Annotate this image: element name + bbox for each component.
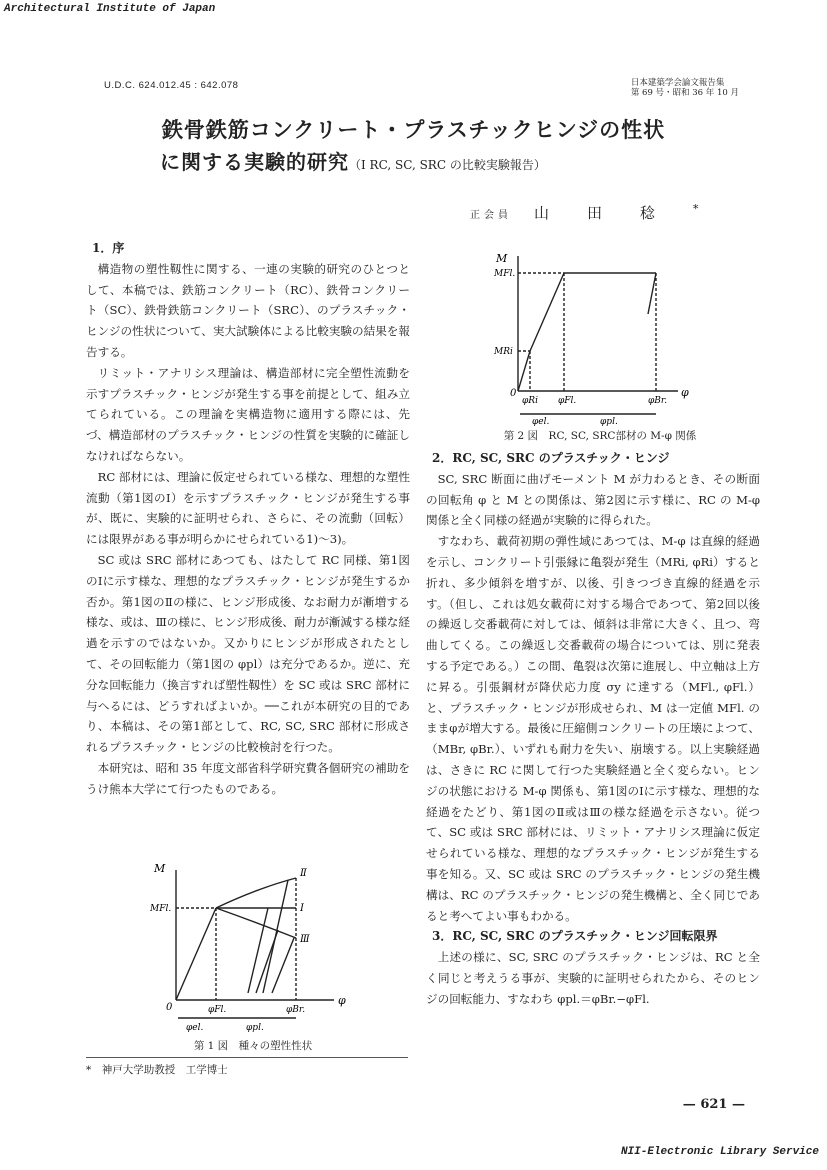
fig1-curve-iii: [216, 908, 296, 938]
fig2-label-phi-fl: φFl.: [558, 396, 577, 406]
paragraph: SC, SRC 断面に曲げモーメント M が力わるとき、その断面の回転角 φ と M との関係は、第2図に示す様に、RC の M-φ 関係と全く同様の経過が実験的に得られた。: [426, 471, 760, 528]
journal-info: [631, 78, 739, 98]
author-mark: *: [693, 202, 699, 216]
archive-footer: NII-Electronic Library Service: [620, 1146, 819, 1158]
paragraph: 構造物の塑性靱性に関する、一連の実験的研究のひとつとして、本稿では、鉄筋コンクリート（RC）、鉄骨コンクリート（SC）、鉄骨鉄筋コンクリート（SRC）、のプラスチック・ヒンジの性状について、実大試験体による比較実験の結果を報告する。: [86, 261, 410, 359]
title-main: に関する実験的研究: [160, 150, 349, 174]
author-name: 山田稔: [534, 204, 694, 222]
fig2-label-phi: φ: [681, 386, 689, 399]
fig1-label-mfl: MFl.: [150, 904, 172, 914]
fig2-elastic-line: [518, 351, 530, 391]
author-line: [470, 202, 698, 223]
paragraph: すなわち、載荷初期の弾性域にあつては、M-φ は直線的経過を示し、コンクリート引張縁に亀裂が発生（MRi, φRi）すると折れ、多少傾斜を増すが、以後、引きつづき直線的経過を示す。（但し、これは処女載荷に対する場合であつて、第2回以後の繰返し交番載荷に対しては、傾斜は非常に大きく、且つ、弯曲してくる。この繰返し交番載荷の場合については、別に発表する予定である。）この間、亀裂は次第に進展し、中立軸は上方に昇る。引張鋼材が降伏応力度 σy に達する（MFl., φFl.）と、プラスチック・ヒンジが形成せられ、M は一定値 MFl. のままφが増大する。最後に圧縮側コンクリートの圧壊によつて、（MBr, φBr.）、いずれも耐力を失い、崩壊する。以上実験経過は、さきに RC に関して行つた実験経過と全く変らない。ヒンジの状態における M-φ 関係も、第1図のⅠに示す様な、理想的な経過をたどり、第1図のⅡ或はⅢの様な経過を示さない。従つて、SC 或は SRC 部材には、リミット・アナリシス理論に仮定せられている様な、理想的なプラスチック・ヒンジが発生する事を知る。又、SC 或は SRC のプラスチック・ヒンジの発生機構は、RC のプラスチック・ヒンジの発生機構と、全く同じであると考へてよい事もわかる。: [426, 534, 760, 923]
left-column: [86, 238, 410, 800]
fig1-label-phi-fl: φFl.: [208, 1005, 227, 1015]
figure-1: [148, 858, 358, 1038]
fig1-label-phi-el: φel.: [186, 1023, 204, 1033]
fig1-unload-3: [256, 930, 278, 993]
paper-title-line2: [160, 146, 546, 175]
fig2-label-phi-el: φel.: [532, 417, 550, 426]
right-column: [426, 448, 760, 1010]
fig1-label-phi: φ: [338, 994, 346, 1007]
paragraph: リミット・アナリシス理論は、構造部材に完全塑性流動を示すプラスチック・ヒンジが発生する事を前提として、組み立てられている。この理論を実構造物に適用する際には、先づ、構造部材のプラスチック・ヒンジの性質を実験的に確証しなければならない。: [86, 365, 410, 463]
author-role: 正会員: [470, 210, 512, 221]
fig2-label-mfl: MFl.: [494, 269, 516, 279]
fig1-unload-4: [272, 938, 294, 993]
section-3-heading: 3．RC, SC, SRC のプラスチック・ヒンジ回転限界: [432, 929, 718, 944]
journal-name: 日本建築学会論文報告集: [630, 78, 725, 88]
section-1-heading: 1．序: [92, 241, 125, 255]
footnote: * 神戸大学助教授 工学博士: [86, 1064, 228, 1076]
fig2-label-phi-pl: φpl.: [600, 417, 618, 426]
page-number: — 621 —: [682, 1097, 745, 1112]
fig2-label-phi-ri: φRi: [522, 396, 538, 406]
archive-header: Architectural Institute of Japan: [4, 3, 216, 15]
fig1-label-phi-br: φBr.: [286, 1005, 306, 1015]
paragraph: RC 部材には、理論に仮定せられている様な、理想的な塑性流動（第1図のⅠ）を示すプラスチック・ヒンジが発生する事が、既に、実験的に証明せられ、さらに、その流動（回転）には限界がある事が明らかにせられている1)〜3)。: [86, 469, 410, 547]
fig1-label-phi-pl: φpl.: [246, 1023, 264, 1033]
fig1-label-i: Ⅰ: [300, 903, 304, 914]
fig1-elastic-line: [176, 908, 216, 1000]
figure-1-caption: 第 1 図 種々の塑性性状: [193, 1040, 313, 1052]
fig2-label-m: M: [496, 252, 508, 265]
journal-issue: 第 69 号・昭和 36 年 10 月: [630, 88, 739, 98]
fig1-label-ii: Ⅱ: [300, 868, 307, 879]
section-2-heading: 2．RC, SC, SRC のプラスチック・ヒンジ: [432, 451, 670, 465]
fig1-label-iii: Ⅲ: [300, 934, 310, 945]
fig2-label-mri: MRi: [494, 347, 513, 357]
fig2-label-o: 0: [510, 388, 517, 399]
paper-title-line1: 鉄骨鉄筋コンクリート・プラスチックヒンジの性状: [161, 117, 666, 142]
paragraph: SC 或は SRC 部材にあつても、はたして RC 同様、第1図のⅠに示す様な、理想的なプラスチック・ヒンジが発生するか否か。第1図のⅡの様に、ヒンジ形成後、なお耐力が漸増する様な、或は、Ⅲの様に、ヒンジ形成後、耐力が漸減する様な経過を示すのではないか。又かりにヒンジが形成されたとして、その回転能力（第1図の φpl）は充分であるか。逆に、充分な回転能力（換言すれば塑性靱性）を SC 或は SRC 部材に与へるには、どうすればよいか。──これが本研究の目的であり、本稿は、その第1部として、RC, SC, SRC 部材に形成されるプラスチック・ヒンジの比較検討を行つた。: [86, 552, 410, 755]
fig1-label-m: M: [154, 862, 166, 875]
footnote-rule: [86, 1057, 408, 1058]
figure-2-caption: 第 2 図 RC, SC, SRC部材の M-φ 関係: [503, 430, 697, 442]
fig2-failure-line: [648, 273, 656, 314]
fig1-label-o: 0: [166, 1002, 173, 1013]
paragraph: 本研究は、昭和 35 年度文部省科学研究費各個研究の補助をうけ熊本大学にて行つたものである。: [86, 760, 410, 796]
title-subtitle: （I RC, SC, SRC の比較実験報告）: [349, 158, 546, 172]
fig2-cracked-line: [530, 273, 564, 351]
figure-2: [488, 246, 698, 426]
fig1-curve-ii: [216, 878, 296, 908]
udc-code: U.D.C. 624.012.45 : 642.078: [104, 80, 239, 91]
paragraph: 上述の様に、SC, SRC のプラスチック・ヒンジは、RC と全く同じと考えうる事が、実験的に証明せられたから、そのヒンジの回転能力、すなわち φpl.＝φBr.−φFl.: [426, 950, 760, 1006]
fig2-label-phi-br: φBr.: [648, 396, 668, 406]
